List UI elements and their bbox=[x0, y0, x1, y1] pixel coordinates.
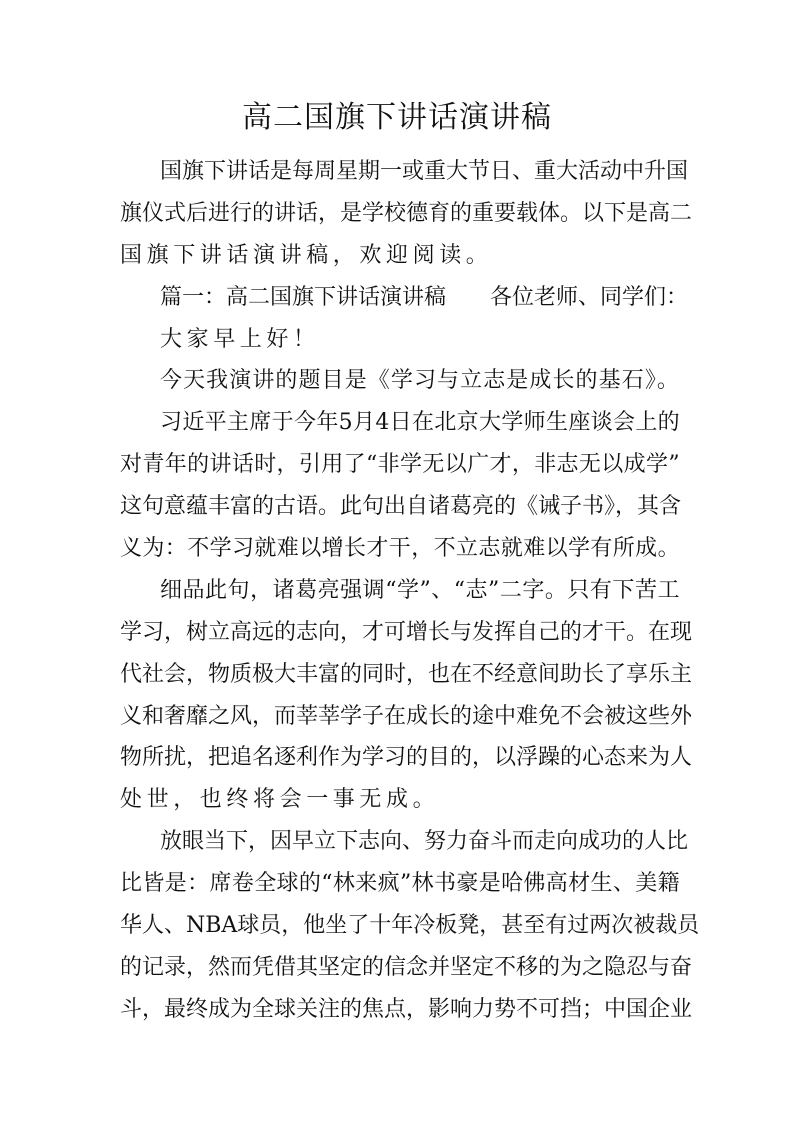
text-line: 斗，最终成为全球关注的焦点，影响力势不可挡；中国企业 bbox=[120, 996, 693, 1022]
text-line: 代社会，物质极大丰富的同时，也在不经意间助长了享乐主 bbox=[120, 661, 693, 687]
document-body bbox=[120, 151, 700, 1031]
text-line: 大家早上好！ bbox=[160, 326, 320, 352]
text-line: 国旗下讲话演讲稿，欢迎阅读。 bbox=[120, 242, 493, 268]
text-line: 物所扰，把追名逐利作为学习的目的，以浮躁的心态来为人 bbox=[120, 745, 693, 771]
text-line: 比皆是：席卷全球的“林来疯”林书豪是哈佛高材生、美籍 bbox=[120, 871, 680, 897]
text-line: 华人、NBA球员，他坐了十年冷板凳，甚至有过两次被裁员 bbox=[120, 913, 700, 939]
text-line: 的记录，然而凭借其坚定的信念并坚定不移的为之隐忍与奋 bbox=[120, 954, 693, 980]
text-line: 国旗下讲话是每周星期一或重大节日、重大活动中升国 bbox=[160, 159, 689, 184]
text-line: 习近平主席于今年5月4日在北京大学师生座谈会上的 bbox=[160, 410, 680, 436]
text-line: 义为：不学习就难以增长才干，不立志就难以学有所成。 bbox=[120, 536, 680, 562]
text-line: 今天我演讲的题目是《学习与立志是成长的基石》。 bbox=[160, 368, 680, 394]
document-title: 高二国旗下讲话演讲稿 bbox=[242, 100, 552, 135]
text-line: 处世，也终将会一事无成。 bbox=[120, 787, 440, 813]
text-line: 义和奢靡之风，而莘莘学子在成长的途中难免不会被这些外 bbox=[120, 703, 693, 729]
text-line: 篇一：高二国旗下讲话演讲稿 各位老师、同学们： bbox=[160, 284, 689, 310]
text-line: 这句意蕴丰富的古语。此句出自诸葛亮的《诫子书》，其含 bbox=[120, 494, 682, 520]
text-line: 学习，树立高远的志向，才可增长与发挥自己的才干。在现 bbox=[120, 619, 693, 645]
text-line: 放眼当下，因早立下志向、努力奋斗而走向成功的人比 bbox=[160, 829, 689, 855]
text-line: 对青年的讲话时，引用了“非学无以广才，非志无以成学” bbox=[120, 452, 680, 478]
text-line: 旗仪式后进行的讲话，是学校德育的重要载体。以下是高二 bbox=[120, 200, 693, 226]
text-line: 细品此句，诸葛亮强调“学”、“志”二字。只有下苦工 bbox=[160, 577, 680, 603]
